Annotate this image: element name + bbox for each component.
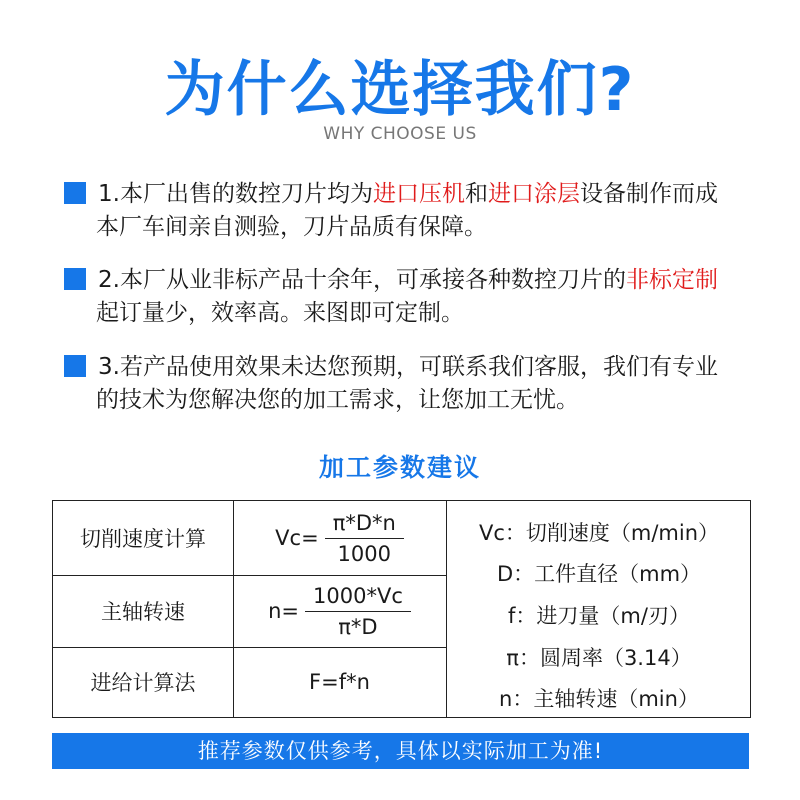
table-row-label: 切削速度计算 <box>80 527 206 551</box>
section-title: 加工参数建议 <box>318 453 481 482</box>
square-bullet-icon <box>64 268 86 290</box>
square-bullet-icon <box>64 355 86 377</box>
formula-cell <box>233 501 446 575</box>
fraction-denominator: 1000 <box>337 541 391 566</box>
reason-item-2 <box>64 264 754 330</box>
formula-cell: F=f*n <box>309 670 370 694</box>
legend-item: D：工件直径（mm） <box>496 562 702 587</box>
reason-1-line-2: 本厂车间亲自测验，刀片品质有保障。 <box>96 214 487 240</box>
reason-item-3 <box>64 351 754 417</box>
reason-1-highlight-b: 进口涂层 <box>487 181 580 207</box>
reason-item-1 <box>64 178 754 244</box>
legend-item: π：圆周率（3.14） <box>506 645 692 670</box>
reason-2-highlight: 非标定制 <box>625 267 718 293</box>
formula-lhs: n= <box>268 599 300 623</box>
fraction <box>305 583 411 640</box>
legend-item: Vc：切削速度（m/min） <box>478 520 720 545</box>
table-row-label: 进给计算法 <box>90 671 196 695</box>
reason-2-line-2: 起订量少，效率高。来图即可定制。 <box>96 300 464 326</box>
table-divider <box>446 501 447 717</box>
legend-item: f：进刀量（m/刃） <box>508 603 690 628</box>
table-row-label: 主轴转速 <box>101 600 185 624</box>
footer-banner: 推荐参数仅供参考，具体以实际加工为准! <box>52 733 749 769</box>
reason-1-text-b: 和 <box>464 181 488 207</box>
formula-cell <box>233 575 446 647</box>
reason-2-text-a: 2.本厂从业非标产品十余年，可承接各种数控刀片的 <box>98 267 626 293</box>
fraction-numerator: 1000*Vc <box>305 583 411 612</box>
page-title: 为什么选择我们? <box>164 55 636 125</box>
fraction-denominator: π*D <box>338 614 378 639</box>
variable-legend <box>448 505 750 725</box>
formula-lhs: Vc= <box>275 526 319 550</box>
reason-1-text-a: 1.本厂出售的数控刀片均为 <box>98 181 373 207</box>
parameter-table <box>52 500 751 718</box>
reason-3-line-2: 的技术为您解决您的加工需求，让您加工无忧。 <box>96 387 579 413</box>
fraction <box>325 510 404 567</box>
square-bullet-icon <box>64 182 86 204</box>
reason-3-line-1: 3.若产品使用效果未达您预期，可联系我们客服，我们有专业 <box>98 354 718 380</box>
reason-1-highlight-a: 进口压机 <box>372 181 465 207</box>
fraction-numerator: π*D*n <box>325 510 404 539</box>
page-subtitle: WHY CHOOSE US <box>323 124 477 144</box>
legend-item: n：主轴转速（min） <box>499 687 699 712</box>
reason-1-text-c: 设备制作而成 <box>579 181 718 207</box>
